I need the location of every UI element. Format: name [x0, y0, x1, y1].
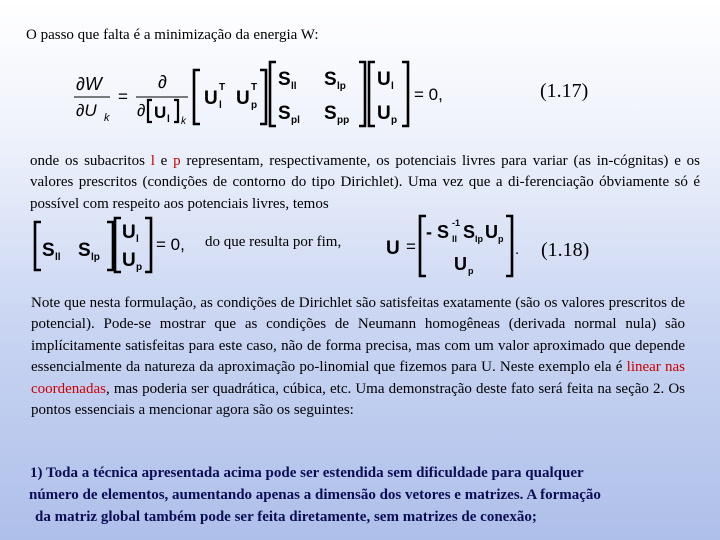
eq118-U: U	[386, 238, 400, 259]
eq117-row-vec-2-sub: p	[251, 100, 258, 111]
eq118-top-S-sub: lp	[475, 234, 483, 244]
eq118-S1: S	[42, 240, 55, 261]
eq118-S2-sub: lp	[91, 252, 100, 263]
eq118-top-sub: ll	[452, 234, 458, 244]
eq117-number: (1.17)	[540, 80, 589, 102]
eq118-middle-text: do que resulta por fim,	[205, 234, 342, 250]
eq117-S-ll-sub: ll	[291, 81, 297, 92]
eq118-left-bracket-l	[35, 222, 41, 270]
eq117-lhs-den: ∂U	[76, 101, 97, 120]
eq117-col-1: U	[377, 69, 391, 90]
eq117-lhs-num: ∂W	[76, 74, 102, 94]
eq118-S1-sub: ll	[55, 252, 61, 263]
eq117-col-1-sub: l	[391, 81, 394, 92]
eq118-col-bracket-l	[115, 218, 121, 272]
paragraph-1	[30, 151, 700, 215]
eq117-col-bracket-left	[369, 62, 375, 126]
p1-part2: e	[154, 153, 174, 169]
eq118-c2: U	[122, 250, 136, 271]
eq118-top-U-sub: p	[498, 234, 504, 244]
eq118-number: (1.18)	[541, 239, 590, 261]
p1-subscript-l: l	[150, 153, 155, 169]
eq118-col-bracket-r	[145, 218, 151, 272]
p1-part3: representam, respectivamente, os potenciais livres para variar (as in-cógnitas) e os valores prescritos (condições de contorno do tipo Dirichlet). Uma vez que a di-ferenciação óbviamente só é possível com respeito aos potenciais livres, temos	[30, 153, 700, 212]
eq117-row-bracket-right	[260, 70, 266, 124]
eq118-top-U: U	[485, 222, 498, 242]
eq118-bot-sub: p	[468, 266, 474, 276]
eq117-den-bracket-left	[148, 100, 152, 122]
eq118-vec-bracket-r	[506, 216, 512, 276]
eq118-bot: U	[454, 254, 467, 274]
eq117-col-2-sub: p	[391, 115, 398, 126]
eq118-c1: U	[122, 222, 136, 243]
equation-1-17	[70, 58, 450, 130]
eq118-dot: .	[515, 241, 520, 258]
list-line-2: número de elementos, aumentando apenas a dimensão dos vetores e matrizes. A formação	[29, 487, 601, 503]
eq117-lhs-sub: k	[104, 112, 110, 124]
eq118-eq: =	[406, 237, 416, 256]
eq118-c2-sub: p	[136, 262, 143, 273]
eq117-row-vec-2-sup: T	[251, 82, 258, 93]
eq117-S-lp: S	[324, 69, 337, 90]
paragraph-2	[31, 293, 685, 421]
eq117-matrix-bracket-right	[359, 62, 365, 126]
eq117-row-vec-1-sup: T	[219, 82, 226, 93]
eq117-row-bracket-left	[194, 70, 200, 124]
list-line-1: 1) Toda a técnica apresentada acima pode ser estendida sem dificuldade para qualquer	[30, 465, 584, 481]
eq117-partial-den-sub2: k	[181, 116, 186, 127]
eq117-row-vec-1-sub: l	[219, 100, 222, 111]
eq117-partial-den: ∂	[137, 101, 146, 120]
eq117-col-2: U	[377, 103, 391, 124]
equation-1-18-left	[30, 216, 205, 274]
eq118-left-bracket-r	[107, 222, 113, 270]
eq118-S2: S	[78, 240, 91, 261]
eq117-partial-den-sub: l	[167, 114, 170, 125]
eq117-equals: =	[118, 87, 128, 106]
eq117-partial-den-var: U	[154, 103, 167, 122]
eq117-rhs: = 0,	[414, 85, 443, 104]
p1-part1: onde os subacritos	[30, 153, 151, 169]
eq118-top-S: S	[463, 222, 476, 242]
eq117-row-vec-2: U	[236, 88, 250, 109]
eq117-S-pp: S	[324, 103, 337, 124]
p2-highlight: linear nas coordenadas	[31, 359, 685, 397]
eq117-row-vec-1: U	[204, 88, 218, 109]
p1-subscript-p: p	[173, 153, 181, 169]
eq117-S-lp-sub: lp	[337, 81, 346, 92]
eq117-S-pp-sub: pp	[337, 115, 350, 126]
eq117-matrix-bracket-left	[270, 62, 276, 126]
p2-part1: Note que nesta formulação, as condições de Dirichlet são satisfeitas exatamente (são os valores prescritos de potencial). Pode-se mostrar que as condições de Neumann homogêneas (derivada normal nula) são implícitamente satisfeitas para este caso, não de forma precisa, mas com um valor aproximado que depende essencialmente da natureza da aproximação po-linomial que fizemos para U. Neste exemplo ela é	[31, 295, 685, 376]
list-line-3: da matriz global também pode ser feita diretamente, sem matrizes de conexão;	[35, 509, 537, 525]
eq117-col-bracket-right	[402, 62, 408, 126]
intro-text: O passo que falta é a minimização da energia W:	[26, 27, 319, 43]
p2-part2: , mas poderia ser quadrática, cúbica, etc. Uma demonstração deste fato será feita na seção 2. Os pontos essenciais a mencionar agora são os seguintes:	[31, 380, 685, 419]
eq117-S-ll: S	[278, 69, 291, 90]
eq117-S-pl-sub: pl	[291, 115, 300, 126]
equation-1-18-right	[384, 214, 524, 278]
eq117-S-pl: S	[278, 103, 291, 124]
eq118-c1-sub: l	[136, 234, 139, 245]
eq117-den-bracket-right	[174, 100, 178, 122]
eq117-partial-num: ∂	[158, 72, 167, 92]
eq118-rhs: = 0,	[156, 235, 185, 254]
eq118-top: - S	[426, 222, 450, 242]
eq118-top-sup: -1	[452, 218, 461, 228]
